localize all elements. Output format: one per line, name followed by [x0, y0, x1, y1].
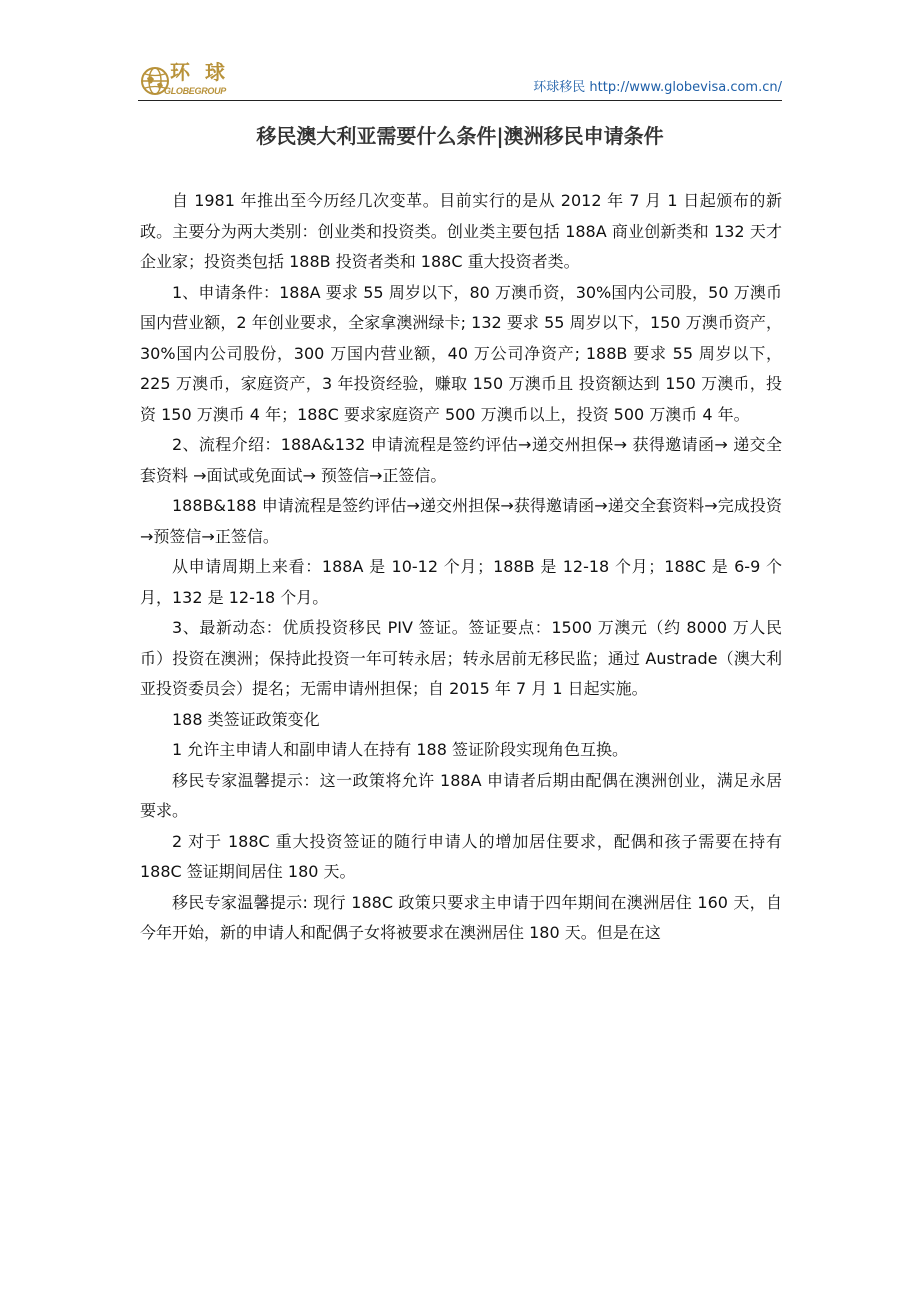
- paragraph: 移民专家温馨提示: 现行 188C 政策只要求主申请于四年期间在澳洲居住 160 天，自今年开始，新的申请人和配偶子女将被要求在澳洲居住 180 天。但是在这: [140, 892, 782, 942]
- logo-english-text: GLOBEGROUP: [164, 86, 227, 96]
- page-header: [138, 58, 782, 100]
- paragraph: 移民专家温馨提示：这一政策将允许 188A 申请者后期由配偶在澳洲创业，满足永居要求。: [140, 770, 782, 820]
- paragraph: 从申请周期上来看：188A 是 10-12 个月；188B 是 12-18 个月；188C 是 6-9 个月，132 是 12-18 个月。: [140, 557, 782, 607]
- logo-chinese-text: 环 球: [170, 60, 229, 84]
- paragraph: 188B&188 申请流程是签约评估→递交州担保→获得邀请函→递交全套资料→完成投资→预签信→正签信。: [140, 496, 782, 546]
- paragraph: 1 允许主申请人和副申请人在持有 188 签证阶段实现角色互换。: [172, 740, 628, 759]
- header-divider: [138, 100, 782, 101]
- article-body: [140, 186, 782, 949]
- site-url: http://www.globevisa.com.cn/: [589, 80, 782, 95]
- paragraph: 3、最新动态：优质投资移民 PIV 签证。签证要点：1500 万澳元（约 8000 万人民币）投资在澳洲；保持此投资一年可转永居；转永居前无移民监；通过 Austrade（澳大利亚投资委员会）提名；无需申请州担保；自 2015 年 7 月 1 日起实施。: [140, 618, 782, 698]
- paragraph: 自 1981 年推出至今历经几次变革。目前实行的是从 2012 年 7 月 1 日起颁布的新政。主要分为两大类别：创业类和投资类。创业类主要包括 188A 商业创新类和 132 天才企业家；投资类包括 188B 投资者类和 188C 重大投资者类。: [140, 191, 782, 271]
- page-title: 移民澳大利亚需要什么条件|澳洲移民申请条件: [256, 124, 664, 148]
- section-heading: 188 类签证政策变化: [172, 709, 320, 729]
- site-name: 环球移民: [533, 80, 586, 95]
- site-link[interactable]: [533, 80, 782, 96]
- globegroup-logo: [138, 62, 238, 100]
- paragraph: 2 对于 188C 重大投资签证的随行申请人的增加居住要求，配偶和孩子需要在持有 188C 签证期间居住 180 天。: [140, 831, 782, 881]
- paragraph: 2、流程介绍：188A&132 申请流程是签约评估→递交州担保→ 获得邀请函→ 递交全套资料 →面试或免面试→ 预签信→正签信。: [140, 435, 782, 485]
- paragraph: 1、申请条件：188A 要求 55 周岁以下，80 万澳币资，30%国内公司股，50 万澳币国内营业额，2 年创业要求，全家拿澳洲绿卡; 132 要求 55 周岁以下，150 万澳币资产，30%国内公司股份，300 万国内营业额，40 万公司净资产; 188B 要求 55 周岁以下，225 万澳币，家庭资产，3 年投资经验，赚取 150 万澳币且 投资额达到 150 万澳币，投资 150 万澳币 4 年；188C 要求家庭资产 500 万澳币以上，投资 500 万澳币 4 年。: [140, 282, 782, 424]
